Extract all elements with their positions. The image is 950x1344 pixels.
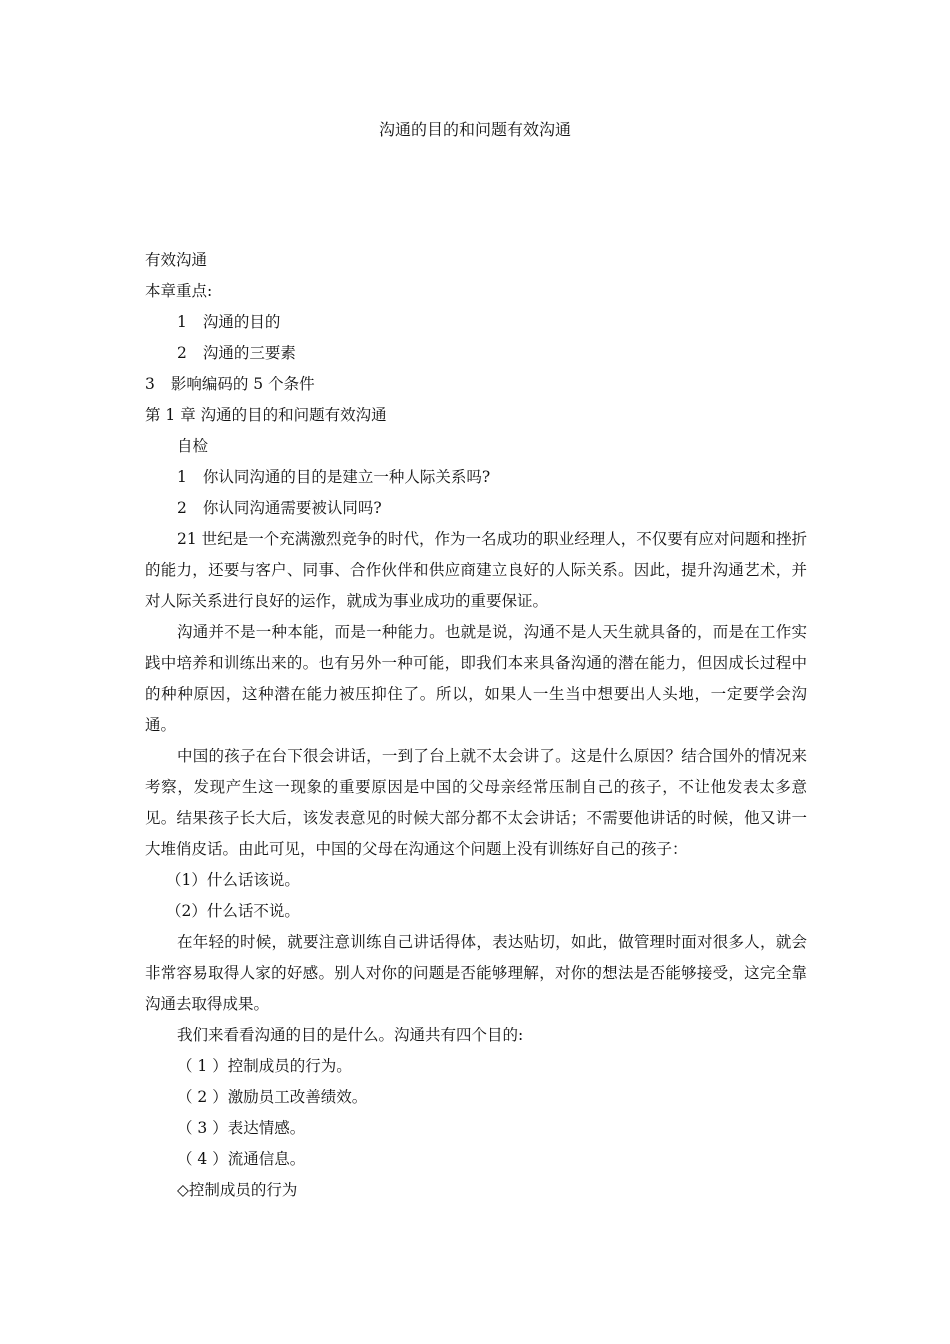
self-check-text: 你认同沟通需要被认同吗? bbox=[202, 499, 382, 517]
document-title: 沟通的目的和问题有效沟通 bbox=[378, 120, 571, 139]
chapter-heading: 第 1 章 沟通的目的和问题有效沟通 bbox=[145, 406, 387, 424]
list-item: （2）什么话不说。 bbox=[166, 902, 300, 920]
key-points-heading: 本章重点: bbox=[145, 282, 213, 300]
self-check-item bbox=[145, 462, 807, 493]
key-point-item bbox=[145, 307, 807, 338]
document-body bbox=[145, 245, 807, 1206]
self-check-number: 2 bbox=[177, 499, 187, 517]
key-point-text: 沟通的三要素 bbox=[202, 344, 296, 362]
body-paragraph: 沟通并不是一种本能，而是一种能力。也就是说，沟通不是人天生就具备的，而是在工作实践中培养和训练出来的。也有另外一种可能，即我们本来具备沟通的潜在能力，但因成长过程中的种种原因，这种潜在能力被压抑住了。所以，如果人一生当中想要出人头地，一定要学会沟通。 bbox=[145, 623, 807, 734]
key-point-number: 1 bbox=[177, 313, 187, 331]
body-paragraph: 我们来看看沟通的目的是什么。沟通共有四个目的: bbox=[177, 1026, 524, 1044]
self-check-number: 1 bbox=[177, 468, 187, 486]
purpose-item: （ 1 ）控制成员的行为。 bbox=[177, 1057, 352, 1075]
key-point-text: 影响编码的 5 个条件 bbox=[170, 375, 315, 393]
body-paragraph: 在年轻的时候，就要注意训练自己讲话得体，表达贴切，如此，做管理时面对很多人，就会非常容易取得人家的好感。别人对你的问题是否能够理解，对你的想法是否能够接受，这完全靠沟通去取得成果。 bbox=[145, 933, 807, 1013]
self-check-item bbox=[145, 493, 807, 524]
purpose-item: （ 2 ）激励员工改善绩效。 bbox=[177, 1088, 368, 1106]
body-paragraph: 21 世纪是一个充满激烈竞争的时代，作为一名成功的职业经理人，不仅要有应对问题和挫折的能力，还要与客户、同事、合作伙伴和供应商建立良好的人际关系。因此，提升沟通艺术，并对人际关系进行良好的运作，就成为事业成功的重要保证。 bbox=[145, 530, 807, 610]
subheading: ◇控制成员的行为 bbox=[177, 1181, 298, 1199]
key-point-item bbox=[145, 369, 807, 400]
self-check-heading: 自检 bbox=[177, 437, 209, 455]
key-point-text: 沟通的目的 bbox=[202, 313, 281, 331]
key-point-item bbox=[145, 338, 807, 369]
body-paragraph: 中国的孩子在台下很会讲话，一到了台上就不太会讲了。这是什么原因？结合国外的情况来考察，发现产生这一现象的重要原因是中国的父母亲经常压制自己的孩子，不让他发表太多意见。结果孩子长大后，该发表意见的时候大部分都不太会讲话；不需要他讲话的时候，他又讲一大堆俏皮话。由此可见，中国的父母在沟通这个问题上没有训练好自己的孩子： bbox=[145, 747, 807, 858]
purpose-item: （ 4 ）流通信息。 bbox=[177, 1150, 306, 1168]
key-point-number: 2 bbox=[177, 344, 187, 362]
section-title: 有效沟通 bbox=[145, 251, 208, 269]
list-item: （1）什么话该说。 bbox=[166, 871, 300, 889]
purpose-item: （ 3 ）表达情感。 bbox=[177, 1119, 306, 1137]
key-point-number: 3 bbox=[145, 375, 155, 393]
self-check-text: 你认同沟通的目的是建立一种人际关系吗? bbox=[202, 468, 491, 486]
